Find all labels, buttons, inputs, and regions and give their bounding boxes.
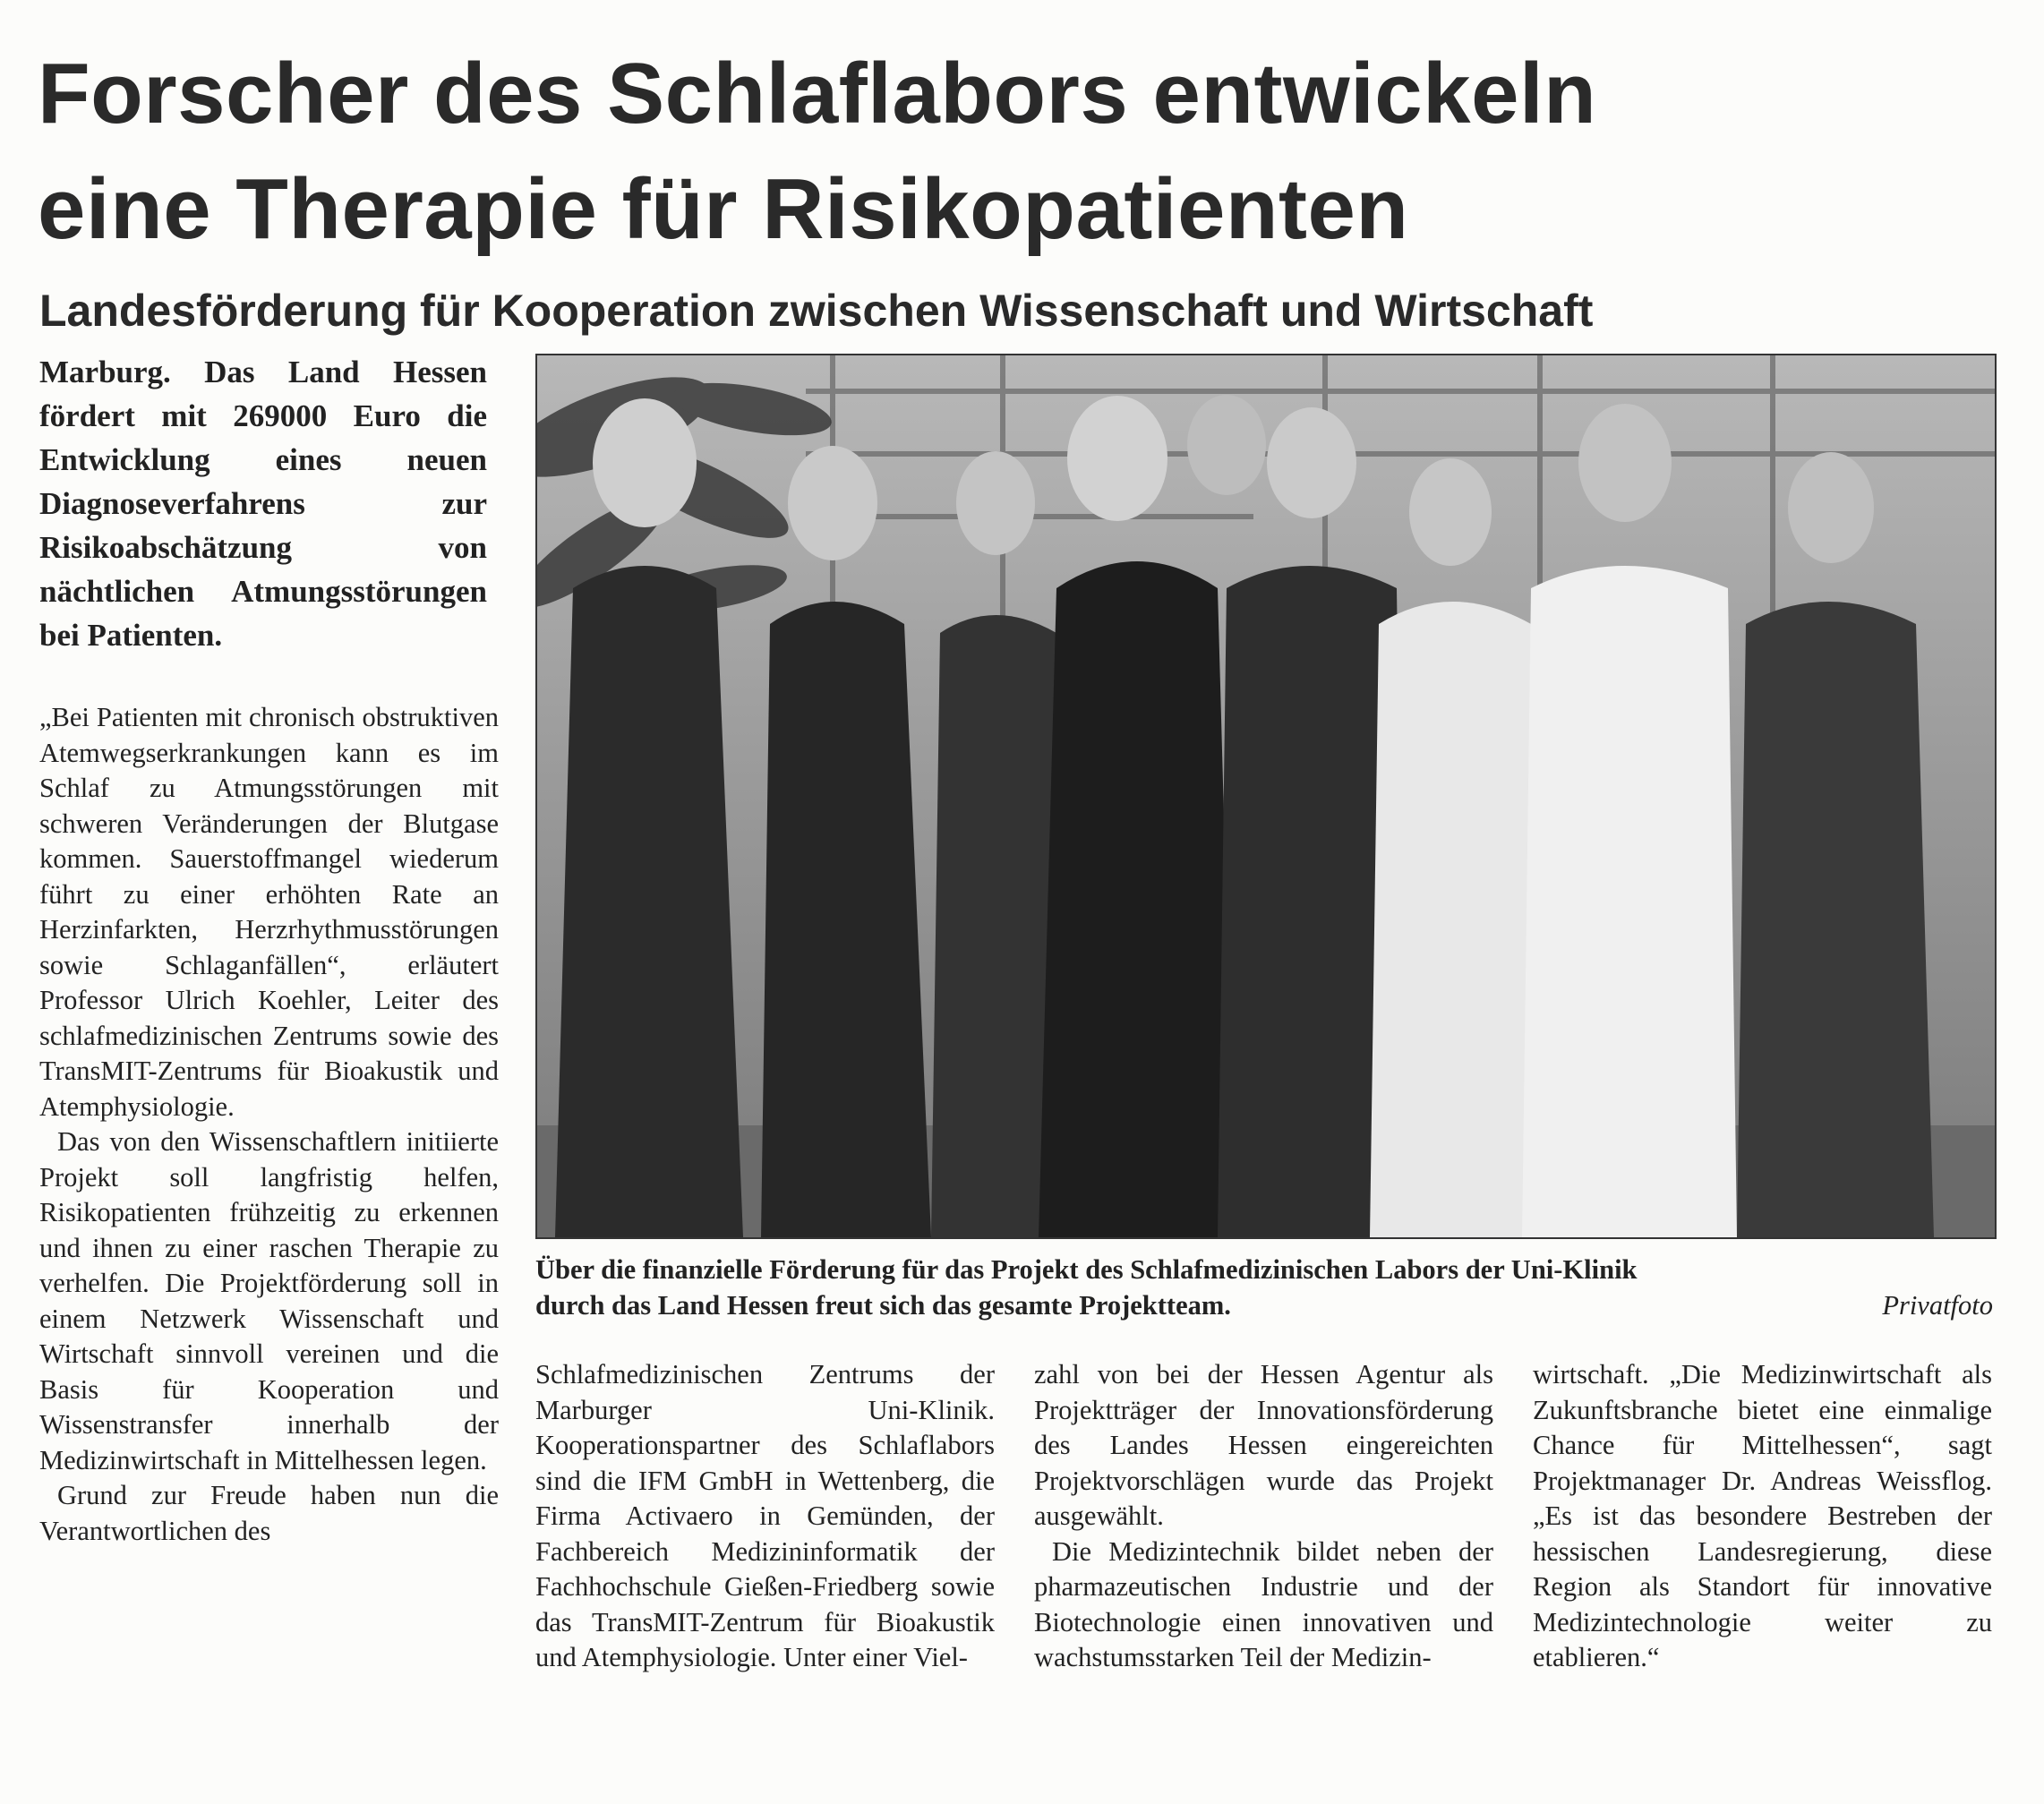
group-photo-illustration xyxy=(537,355,1995,1237)
caption-line-2: durch das Land Hessen freut sich das gesamte Projektteam. xyxy=(535,1290,1231,1321)
column-4-paragraph-1: wirtschaft. „Die Medizinwirtschaft als Zukunftsbranche bietet eine einmalige Chance für Mittelhessen“, sagt Projektmanager Dr. Andreas Weissflog. „Es ist das besondere Bestreben der hessischen Landesregierung, diese Region als Standort für innovative Medizintechnologie weiter zu etablieren.“ xyxy=(1533,1359,1992,1672)
column-3-paragraph-1: zahl von bei der Hessen Agentur als Projektträger der Innovationsförderung des Landes Hessen eingereichten Projektvorschlägen wurde das Projekt ausgewählt. xyxy=(1034,1359,1493,1531)
headline-line-2: eine Therapie für Risikopatienten xyxy=(38,161,1409,257)
article-lead: Marburg. Das Land Hessen fördert mit 269000 Euro die Entwicklung eines neuen Diagnoseverfahrens zur Risikoabschätzung von nächtlichen Atmungsstörungen bei Patienten. xyxy=(39,355,487,653)
column-3-paragraph-2: Die Medizintechnik bildet neben der pharmazeutischen Industrie und der Biotechnologie einen innovativen und wachstumsstarken Teil der Medizin- xyxy=(1034,1535,1493,1672)
article-column-1 xyxy=(39,700,499,1549)
article-subheadline: Landesförderung für Kooperation zwischen Wissenschaft und Wirtschaft xyxy=(39,286,1594,336)
column-2-paragraph-1: Schlafmedizinischen Zentrums der Marburger Uni-Klinik. Kooperationspartner des Schlaflabors sind die IFM GmbH in Wettenberg, die Firma Activaero in Gemünden, der Fachbereich Medizininformatik der Fachhochschule Gießen-Friedberg sowie das TransMIT-Zentrum für Bioakustik und Atemphysiologie. Unter einer Viel- xyxy=(535,1359,995,1672)
article-column-3 xyxy=(1034,1357,1493,1676)
photo-credit: Privatfoto xyxy=(1882,1290,1993,1321)
caption-line-1: Über die finanzielle Förderung für das Projekt des Schlafmedizinischen Labors der Uni-Klinik xyxy=(535,1254,1638,1285)
column-1-paragraph-1: „Bei Patienten mit chronisch obstruktiven Atemwegserkrankungen kann es im Schlaf zu Atmungsstörungen mit schweren Veränderungen der Blutgase kommen. Sauerstoffmangel wiederum führt zu einer erhöhten Rate an Herzinfarkten, Herzrhythmusstörungen sowie Schlaganfällen“, erläutert Professor Ulrich Koehler, Leiter des schlafmedizinischen Zentrums sowie des TransMIT-Zentrums für Bioakustik und Atemphysiologie. xyxy=(39,702,499,1122)
column-1-paragraph-3: Grund zur Freude haben nun die Verantwortlichen des xyxy=(39,1480,499,1546)
article-column-4 xyxy=(1533,1357,1992,1676)
article-headline xyxy=(38,36,2034,267)
article-column-2 xyxy=(535,1357,995,1676)
photo-caption xyxy=(535,1252,1993,1323)
column-1-paragraph-2: Das von den Wissenschaftlern initiierte Projekt soll langfristig helfen, Risikopatienten frühzeitig zu erkennen und ihnen zu einer raschen Therapie zu verhelfen. Die Projektförderung soll in einem Netzwerk Wissenschaft und Wirtschaft sinnvoll vereinen und die Basis für Kooperation und Wissenstransfer innerhalb der Medizinwirtschaft in Mittelhessen legen. xyxy=(39,1126,499,1475)
group-photo xyxy=(535,354,1997,1239)
headline-line-1: Forscher des Schlaflabors entwickeln xyxy=(38,46,1597,141)
